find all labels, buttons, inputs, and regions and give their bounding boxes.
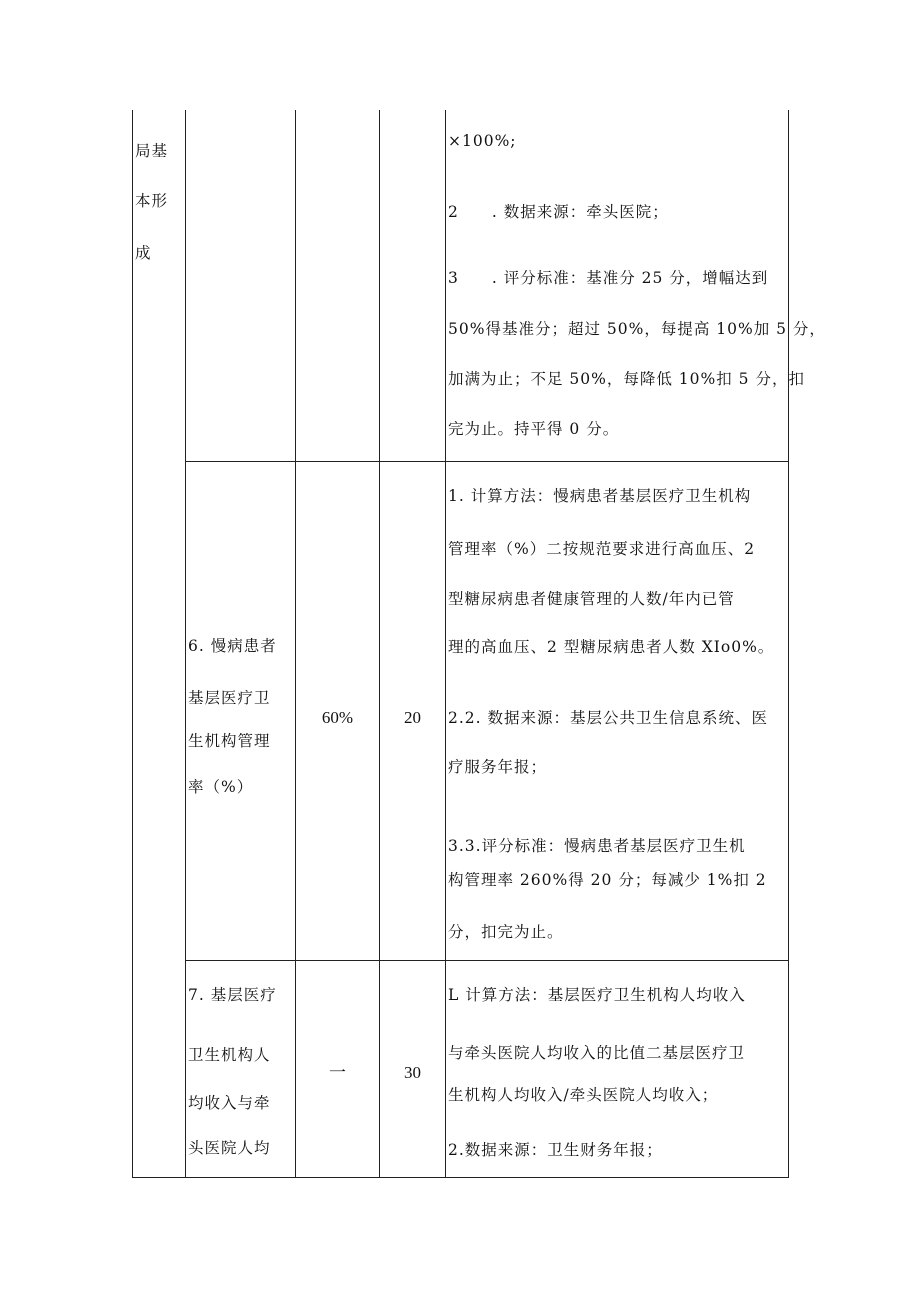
category-text-line: 局基 bbox=[135, 142, 169, 160]
criteria-line: ×100%; bbox=[448, 132, 517, 150]
table-row-divider-1 bbox=[185, 461, 789, 462]
table-divider-col3 bbox=[379, 110, 380, 1178]
target-value: 60% bbox=[321, 708, 354, 727]
indicator-text-line: 率（%） bbox=[188, 778, 254, 796]
indicator-text-line: 均收入与牵 bbox=[188, 1094, 271, 1112]
table-border-left bbox=[132, 110, 133, 1178]
criteria-line: 分，扣完为止。 bbox=[448, 923, 564, 941]
indicator-text-line: 7. 基层医疗 bbox=[188, 986, 277, 1004]
criteria-line: 与牵头医院人均收入的比值二基层医疗卫 bbox=[448, 1044, 746, 1062]
criteria-line: 2 . 数据来源：牵头医院； bbox=[448, 203, 669, 221]
table-border-right bbox=[788, 110, 789, 1178]
criteria-line: 1. 计算方法：慢病患者基层医疗卫生机构 bbox=[448, 487, 752, 505]
criteria-line: L 计算方法：基层医疗卫生机构人均收入 bbox=[448, 986, 746, 1004]
indicator-text-line: 基层医疗卫 bbox=[188, 689, 271, 707]
criteria-line: 2.数据来源：卫生财务年报； bbox=[448, 1141, 663, 1159]
criteria-line: 构管理率 260%得 20 分；每减少 1%扣 2 bbox=[448, 871, 767, 889]
criteria-line: 疗服务年报； bbox=[448, 758, 548, 776]
indicator-text-line: 头医院人均 bbox=[188, 1139, 271, 1157]
table-divider-col4 bbox=[445, 110, 446, 1178]
score-value: 20 bbox=[404, 708, 421, 727]
table-divider-col1 bbox=[185, 110, 186, 1178]
category-text-line: 本形 bbox=[135, 192, 169, 210]
criteria-line: 50%得基准分；超过 50%，每提高 10%加 5 分， bbox=[448, 320, 826, 338]
target-value: 一 bbox=[329, 1063, 346, 1082]
criteria-line: 理的高血压、2 型糖尿病患者人数 XIo0%。 bbox=[448, 638, 775, 656]
indicator-text-line: 生机构管理 bbox=[188, 732, 271, 750]
score-value: 30 bbox=[404, 1063, 421, 1082]
criteria-line: 2.2. 数据来源：基层公共卫生信息系统、医 bbox=[448, 709, 769, 727]
category-text-line: 成 bbox=[135, 244, 152, 262]
criteria-line: 加满为止；不足 50%，每降低 10%扣 5 分，扣 bbox=[448, 370, 805, 388]
criteria-line: 3.3.评分标准：慢病患者基层医疗卫生机 bbox=[448, 837, 746, 855]
criteria-line: 型糖尿病患者健康管理的人数/年内已管 bbox=[448, 590, 735, 608]
table-row-divider-2 bbox=[185, 960, 789, 961]
criteria-line: 管理率（%）二按规范要求进行高血压、2 bbox=[448, 540, 756, 558]
indicator-text-line: 6. 慢病患者 bbox=[188, 637, 277, 655]
indicator-text-line: 卫生机构人 bbox=[188, 1046, 271, 1064]
table-divider-col2 bbox=[295, 110, 296, 1178]
criteria-line: 3 . 评分标准：基准分 25 分，增幅达到 bbox=[448, 269, 769, 287]
criteria-line: 完为止。持平得 0 分。 bbox=[448, 420, 620, 438]
table-border-bottom bbox=[132, 1177, 789, 1178]
criteria-line: 生机构人均收入/牵头医院人均收入； bbox=[448, 1086, 719, 1104]
